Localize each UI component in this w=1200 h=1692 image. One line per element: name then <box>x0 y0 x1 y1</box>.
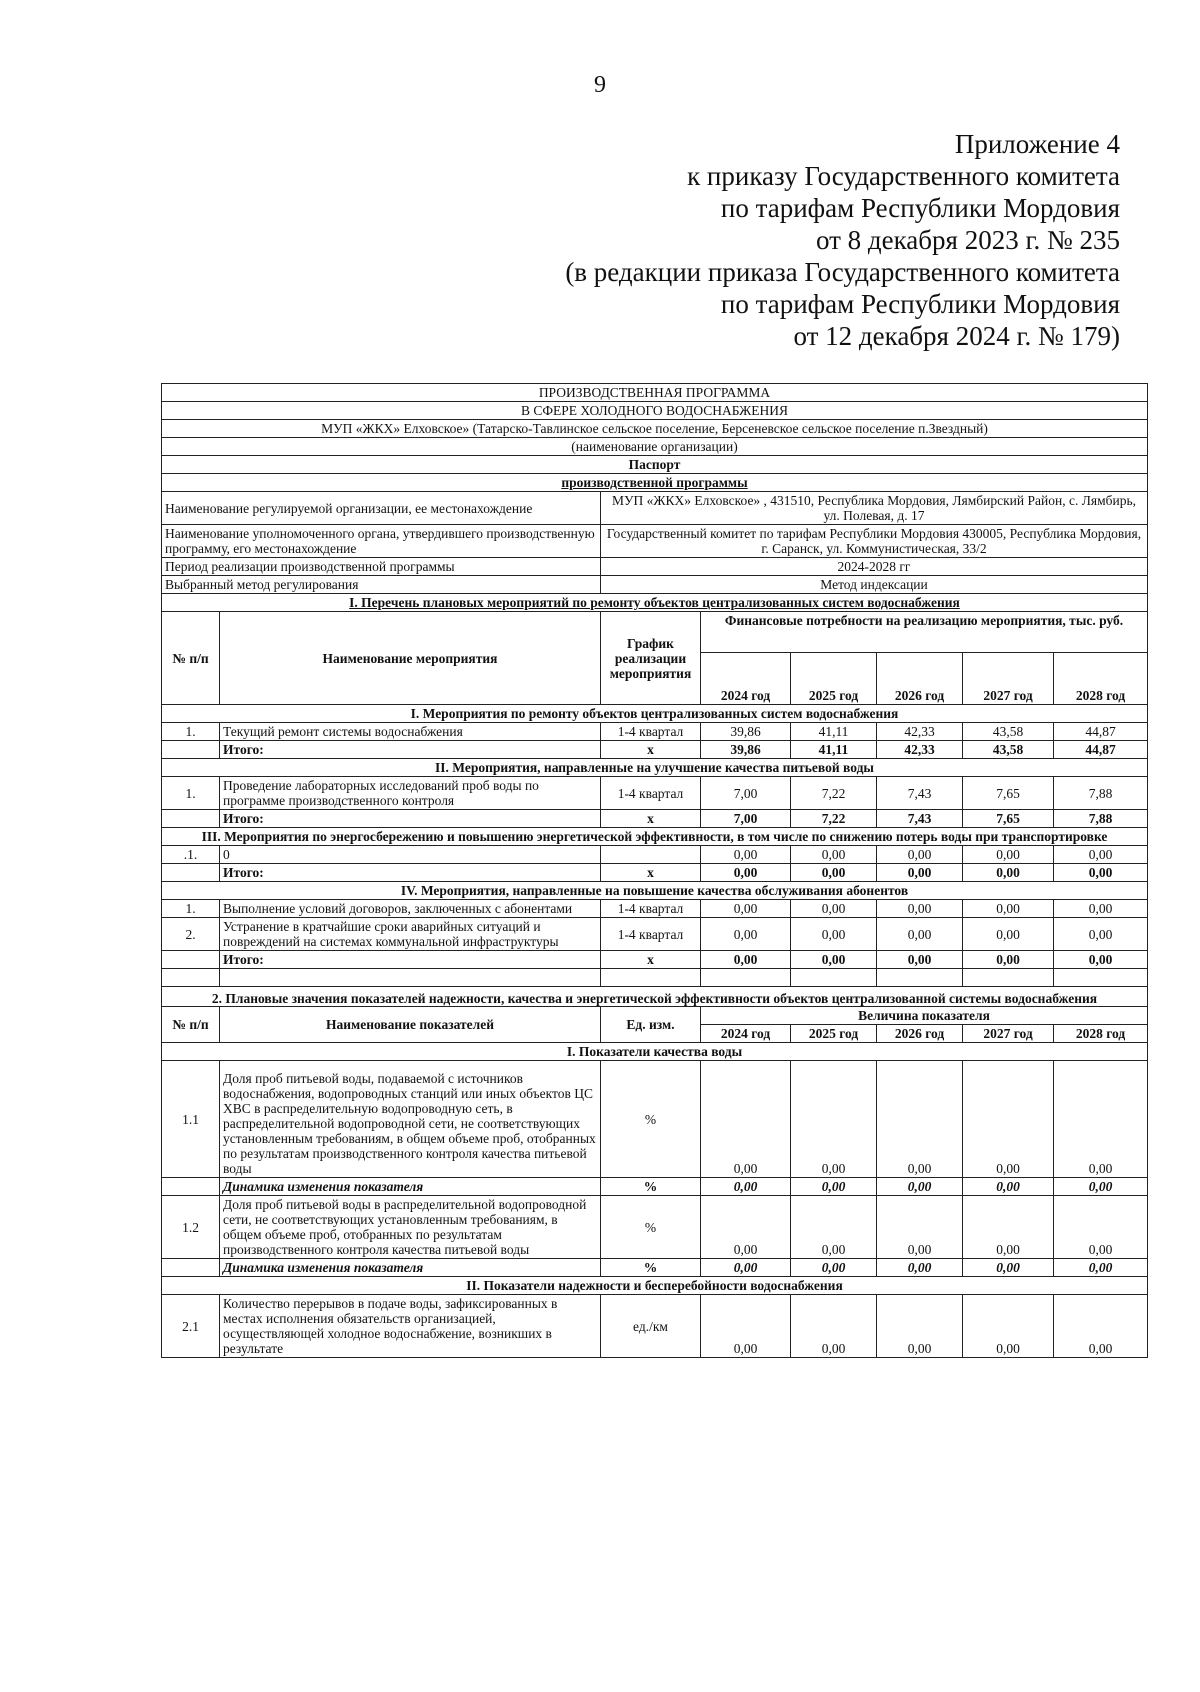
activity-name: Устранение в кратчайшие сроки аварийных ситуаций и повреждений на системах коммунальной инфраструктуры <box>220 918 601 951</box>
subsection-title: II. Показатели надежности и бесперебойности водоснабжения <box>162 1277 1148 1295</box>
total-value: 42,33 <box>877 741 963 759</box>
activity-schedule: 1-4 квартал <box>601 900 701 918</box>
value-cell: 0,00 <box>1054 918 1148 951</box>
value-cell: 0,00 <box>701 1196 791 1259</box>
subsection-title: I. Мероприятия по ремонту объектов централизованных систем водоснабжения <box>162 705 1148 723</box>
indicator-name: Доля проб питьевой воды, подаваемой с источников водоснабжения, водопроводных станций или иных объектов ЦС ХВС в распределительную водопроводную сеть, в распределительной водопроводной сети, не соответствующих установленным требованиям, в общем объеме проб, отобранных по результатам производственного контроля качества питьевой воды <box>220 1061 601 1178</box>
dynamics-value: 0,00 <box>1054 1178 1148 1196</box>
value-cell: 0,00 <box>877 1196 963 1259</box>
value-cell: 0,00 <box>701 1295 791 1358</box>
empty-cell <box>701 969 791 987</box>
value-cell: 0,00 <box>963 846 1054 864</box>
col-header-year: 2027 год <box>963 653 1054 705</box>
indicator-unit: ед./км <box>601 1295 701 1358</box>
row-num: 1. <box>162 777 220 810</box>
subsection-title: III. Мероприятия по энергосбережению и повышению энергетической эффективности, в том числе по снижению потерь воды при транспортировке <box>162 828 1148 846</box>
header-line: по тарифам Республики Мордовия <box>720 193 1120 223</box>
value-cell: 0,00 <box>877 918 963 951</box>
total-value: 0,00 <box>1054 951 1148 969</box>
col-header-year: 2025 год <box>791 1025 877 1043</box>
passport-value: 2024-2028 гг <box>601 558 1148 576</box>
col-header-year: 2024 год <box>701 1025 791 1043</box>
total-value: 41,11 <box>791 741 877 759</box>
indicator-unit: % <box>601 1196 701 1259</box>
value-cell: 44,87 <box>1054 723 1148 741</box>
value-cell: 0,00 <box>701 918 791 951</box>
value-cell: 42,33 <box>877 723 963 741</box>
total-label: Итого: <box>220 951 601 969</box>
activity-schedule: 1-4 квартал <box>601 918 701 951</box>
passport-label: Период реализации производственной программы <box>162 558 601 576</box>
total-label: Итого: <box>220 864 601 882</box>
header-line: (в редакции приказа Государственного комитета <box>565 257 1120 287</box>
value-cell: 43,58 <box>963 723 1054 741</box>
activity-name: Выполнение условий договоров, заключенных с абонентами <box>220 900 601 918</box>
activity-schedule: 1-4 квартал <box>601 723 701 741</box>
empty-cell <box>162 1178 220 1196</box>
header-line: по тарифам Республики Мордовия <box>720 289 1120 319</box>
col-header-year: 2024 год <box>701 653 791 705</box>
total-value: 0,00 <box>963 864 1054 882</box>
dynamics-label: Динамика изменения показателя <box>220 1178 601 1196</box>
value-cell: 0,00 <box>791 1061 877 1178</box>
col-header-year: 2026 год <box>877 1025 963 1043</box>
total-x: х <box>601 810 701 828</box>
value-cell: 0,00 <box>963 918 1054 951</box>
value-cell: 0,00 <box>791 846 877 864</box>
subsection-title: I. Показатели качества воды <box>162 1043 1148 1061</box>
activity-name: Проведение лабораторных исследований проб воды по программе производственного контроля <box>220 777 601 810</box>
value-cell: 0,00 <box>963 1196 1054 1259</box>
total-value: 0,00 <box>701 951 791 969</box>
value-cell: 0,00 <box>791 918 877 951</box>
total-value: 7,65 <box>963 810 1054 828</box>
dynamics-value: 0,00 <box>1054 1259 1148 1277</box>
value-cell: 7,65 <box>963 777 1054 810</box>
dynamics-value: 0,00 <box>791 1178 877 1196</box>
value-cell: 0,00 <box>791 1196 877 1259</box>
organization-name: МУП «ЖКХ» Елховское» (Татарско-Тавлинское сельское поселение, Берсеневское сельское поселение п.Звездный) <box>162 420 1148 438</box>
empty-cell <box>162 1259 220 1277</box>
empty-cell <box>162 951 220 969</box>
organization-caption: (наименование организации) <box>162 438 1148 456</box>
dynamics-value: 0,00 <box>877 1178 963 1196</box>
empty-cell <box>1054 969 1148 987</box>
total-x: х <box>601 951 701 969</box>
total-value: 0,00 <box>791 864 877 882</box>
passport-label: Наименование уполномоченного органа, утвердившего производственную программу, его местонахождение <box>162 525 601 558</box>
empty-cell <box>601 969 701 987</box>
empty-cell <box>162 741 220 759</box>
activity-name: 0 <box>220 846 601 864</box>
value-cell: 41,11 <box>791 723 877 741</box>
value-cell: 0,00 <box>791 900 877 918</box>
total-value: 7,00 <box>701 810 791 828</box>
section2-title: 2. Плановые значения показателей надежности, качества и энергетической эффективности объектов централизованной системы водоснабжения <box>162 987 1148 1007</box>
col-header-indicator: Наименование показателей <box>220 1007 601 1043</box>
activity-name: Текущий ремонт системы водоснабжения <box>220 723 601 741</box>
empty-cell <box>162 969 220 987</box>
passport-value: МУП «ЖКХ» Елховское» , 431510, Республика Мордовия, Лямбирский Район, с. Лямбирь, ул. Полевая, д. 17 <box>601 492 1148 525</box>
total-value: 7,88 <box>1054 810 1148 828</box>
value-cell: 0,00 <box>1054 846 1148 864</box>
passport-value: Метод индексации <box>601 576 1148 594</box>
dynamics-value: 0,00 <box>963 1178 1054 1196</box>
value-cell: 0,00 <box>963 1295 1054 1358</box>
passport-title: Паспорт <box>162 456 1148 474</box>
total-value: 44,87 <box>1054 741 1148 759</box>
passport-label: Наименование регулируемой организации, ее местонахождение <box>162 492 601 525</box>
total-value: 0,00 <box>701 864 791 882</box>
passport-label: Выбранный метод регулирования <box>162 576 601 594</box>
dynamics-unit: % <box>601 1259 701 1277</box>
col-header-num: № п/п <box>162 612 220 705</box>
indicator-unit: % <box>601 1061 701 1178</box>
empty-cell <box>162 864 220 882</box>
page-number: 9 <box>594 72 606 98</box>
passport-value: Государственный комитет по тарифам Республики Мордовия 430005, Республика Мордовия, г. Саранск, ул. Коммунистическая, 33/2 <box>601 525 1148 558</box>
dynamics-label: Динамика изменения показателя <box>220 1259 601 1277</box>
empty-cell <box>877 969 963 987</box>
total-value: 0,00 <box>1054 864 1148 882</box>
col-header-value: Величина показателя <box>701 1007 1148 1025</box>
col-header-financing: Финансовые потребности на реализацию мероприятия, тыс. руб. <box>701 612 1148 653</box>
total-value: 0,00 <box>963 951 1054 969</box>
value-cell: 7,43 <box>877 777 963 810</box>
col-header-year: 2027 год <box>963 1025 1054 1043</box>
value-cell: 0,00 <box>963 900 1054 918</box>
row-num: 2.1 <box>162 1295 220 1358</box>
value-cell: 0,00 <box>1054 1295 1148 1358</box>
section1-title: I. Перечень плановых мероприятий по ремонту объектов централизованных систем водоснабжения <box>162 594 1148 612</box>
value-cell: 0,00 <box>877 1061 963 1178</box>
value-cell: 0,00 <box>791 1295 877 1358</box>
value-cell: 7,22 <box>791 777 877 810</box>
value-cell: 7,88 <box>1054 777 1148 810</box>
total-label: Итого: <box>220 810 601 828</box>
passport-subtitle: производственной программы <box>162 474 1148 492</box>
total-value: 0,00 <box>877 951 963 969</box>
total-value: 43,58 <box>963 741 1054 759</box>
activity-schedule <box>601 846 701 864</box>
col-header-year: 2025 год <box>791 653 877 705</box>
value-cell: 0,00 <box>701 846 791 864</box>
value-cell: 0,00 <box>701 900 791 918</box>
total-label: Итого: <box>220 741 601 759</box>
activity-schedule: 1-4 квартал <box>601 777 701 810</box>
subsection-title: II. Мероприятия, направленные на улучшение качества питьевой воды <box>162 759 1148 777</box>
production-program-table <box>161 383 1148 1358</box>
total-x: х <box>601 864 701 882</box>
value-cell: 39,86 <box>701 723 791 741</box>
empty-cell <box>791 969 877 987</box>
total-value: 7,43 <box>877 810 963 828</box>
header-line: от 12 декабря 2024 г. № 179) <box>793 321 1120 351</box>
total-value: 0,00 <box>791 951 877 969</box>
header-line: Приложение 4 <box>954 129 1120 159</box>
value-cell: 0,00 <box>877 1295 963 1358</box>
total-value: 39,86 <box>701 741 791 759</box>
dynamics-unit: % <box>601 1178 701 1196</box>
header-line: от 8 декабря 2023 г. № 235 <box>815 225 1120 255</box>
row-num: 1. <box>162 723 220 741</box>
col-header-name: Наименование мероприятия <box>220 612 601 705</box>
dynamics-value: 0,00 <box>791 1259 877 1277</box>
col-header-year: 2028 год <box>1054 653 1148 705</box>
value-cell: 0,00 <box>877 900 963 918</box>
program-title: ПРОИЗВОДСТВЕННАЯ ПРОГРАММА <box>162 384 1148 402</box>
value-cell: 0,00 <box>701 1061 791 1178</box>
row-num: 1. <box>162 900 220 918</box>
col-header-unit: Ед. изм. <box>601 1007 701 1043</box>
row-num: 1.1 <box>162 1061 220 1178</box>
row-num: 2. <box>162 918 220 951</box>
empty-cell <box>963 969 1054 987</box>
value-cell: 0,00 <box>877 846 963 864</box>
value-cell: 0,00 <box>1054 1196 1148 1259</box>
col-header-year: 2026 год <box>877 653 963 705</box>
total-value: 0,00 <box>877 864 963 882</box>
indicator-name: Доля проб питьевой воды в распределительной водопроводной сети, не соответствующих установленным требованиям, в общем объеме проб, отобранных по результатам производственного контроля качества питьевой воды <box>220 1196 601 1259</box>
dynamics-value: 0,00 <box>701 1259 791 1277</box>
appendix-header <box>565 128 1120 352</box>
value-cell: 0,00 <box>963 1061 1054 1178</box>
empty-cell <box>162 810 220 828</box>
total-value: 7,22 <box>791 810 877 828</box>
indicator-name: Количество перерывов в подаче воды, зафиксированных в местах исполнения обязательств организацией, осуществляющей холодное водоснабжение, возникших в результате <box>220 1295 601 1358</box>
col-header-schedule: График реализации мероприятия <box>601 612 701 705</box>
dynamics-value: 0,00 <box>963 1259 1054 1277</box>
value-cell: 0,00 <box>1054 900 1148 918</box>
program-subtitle: В СФЕРЕ ХОЛОДНОГО ВОДОСНАБЖЕНИЯ <box>162 402 1148 420</box>
col-header-year: 2028 год <box>1054 1025 1148 1043</box>
total-x: х <box>601 741 701 759</box>
value-cell: 0,00 <box>1054 1061 1148 1178</box>
dynamics-value: 0,00 <box>877 1259 963 1277</box>
empty-cell <box>220 969 601 987</box>
subsection-title: IV. Мероприятия, направленные на повышение качества обслуживания абонентов <box>162 882 1148 900</box>
value-cell: 7,00 <box>701 777 791 810</box>
row-num: 1.2 <box>162 1196 220 1259</box>
col-header-num: № п/п <box>162 1007 220 1043</box>
dynamics-value: 0,00 <box>701 1178 791 1196</box>
header-line: к приказу Государственного комитета <box>687 161 1120 191</box>
row-num: .1. <box>162 846 220 864</box>
